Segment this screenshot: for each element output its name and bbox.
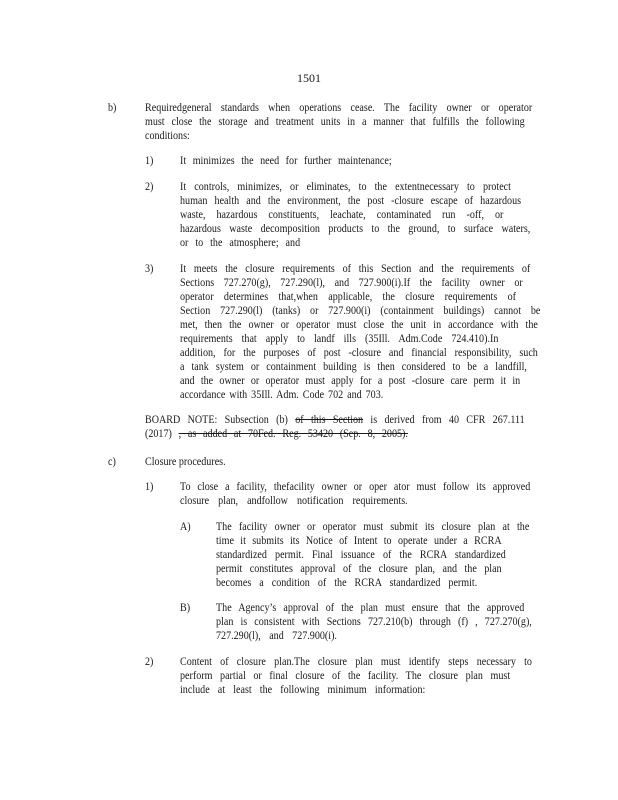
text-line: include at least the following minimum information: [180,682,426,696]
text-line: time it submits its Notice of Intent to operate under a RCRA [216,533,502,547]
text-line: human health and the environment, the post -closure escape of hazardous [180,193,522,207]
text-line: The Agency’s approval of the plan must ensure that the approved [216,600,525,614]
section-b-text [145,100,532,142]
board-note-text: (2017) [145,426,172,440]
section-c-title [145,454,313,468]
text-line: To close a facility, thefacility owner or oper ator must follow its approved [180,479,531,493]
item-label: 1) [145,479,154,493]
text-line: standardized permit. Final issuance of the RCRA standardized [216,547,506,561]
item-label: 2) [145,179,154,193]
text-line: Section 727.290(l) (tanks) or 727.900(i) (containment buildings) cannot be [180,303,541,317]
text-line: or to the atmosphere; and [180,235,301,249]
text-line: Requiredgeneral standards when operations cease. The facility owner or operator [145,100,533,114]
struck-text: , as added at 70Fed. Reg. 53420 (Sep. 8, 2005). [178,426,408,440]
text-line: becomes a condition of the RCRA standardized permit. [216,575,478,589]
text-line: a tank system or containment building is then considered to be a landfill, [180,359,527,373]
text-line: accordance with 35Ill. Adm. Code 702 and 703. [180,387,384,401]
item-label: 2) [145,654,154,668]
page-number: 1501 [297,71,321,85]
text-line: It meets the closure requirements of this Section and the requirements of [180,261,531,275]
text-line: perform partial or final closure of the facility. The closure plan must [180,668,511,682]
text-line: operator determines that,when applicable, the closure requirements of [180,289,516,303]
item-label: 1) [145,153,154,167]
item-label: 3) [145,261,154,275]
text-line: 727.290(l), and 727.900(i). [216,628,337,642]
text-line: The facility owner or operator must submit its closure plan at the [216,519,530,533]
item-text [180,179,530,249]
subitem-label: B) [180,600,191,614]
text-line: requirements that apply to landf ills (35Ill. Adm.Code 724.410).In [180,331,499,345]
text-line: waste, hazardous constituents, leachate, contaminated run -off, or [180,207,504,221]
item-text [180,479,530,507]
section-c-label: c) [108,454,116,468]
text-line: It minimizes the need for further maintenance; [180,153,392,167]
board-note-text: BOARD NOTE: Subsection (b) [145,412,288,426]
text-line: and the owner or operator must apply for a post -closure care perm it in [180,373,521,387]
text-line: met, then the owner or operator must close the unit in accordance with the [180,317,538,331]
section-b-label: b) [108,100,117,114]
board-note-line [145,412,525,426]
section-heading: Closure procedures. [145,454,226,468]
board-note-line [145,426,408,440]
text-line: Content of closure plan.The closure plan must identify steps necessary to [180,654,532,668]
text-line: hazardous waste decomposition products to the ground, to surface waters, [180,221,531,235]
text-line: plan is consistent with Sections 727.210(b) through (f) , 727.270(g), [216,614,532,628]
subitem-text [216,519,529,589]
board-note-text: is derived from 40 CFR 267.111 [370,412,525,426]
text-line: It controls, minimizes, or eliminates, to the extentnecessary to protect [180,179,511,193]
struck-text: of this Section [295,412,364,426]
text-line: Sections 727.270(g), 727.290(l), and 727.900(i).If the facility owner or [180,275,523,289]
subitem-text [216,600,532,642]
text-line: conditions: [145,128,190,142]
subitem-label: A) [180,519,191,533]
text-line: closure plan, andfollow notification requirements. [180,493,408,507]
item-text [180,153,392,167]
text-line: must close the storage and treatment units in a manner that fulfills the following [145,114,525,128]
text-line: addition, for the purposes of post -closure and financial responsibility, such [180,345,538,359]
text-line: permit constitutes approval of the closure plan, and the plan [216,561,502,575]
board-note [145,412,525,440]
item-text [180,654,532,696]
item-text [180,261,540,401]
